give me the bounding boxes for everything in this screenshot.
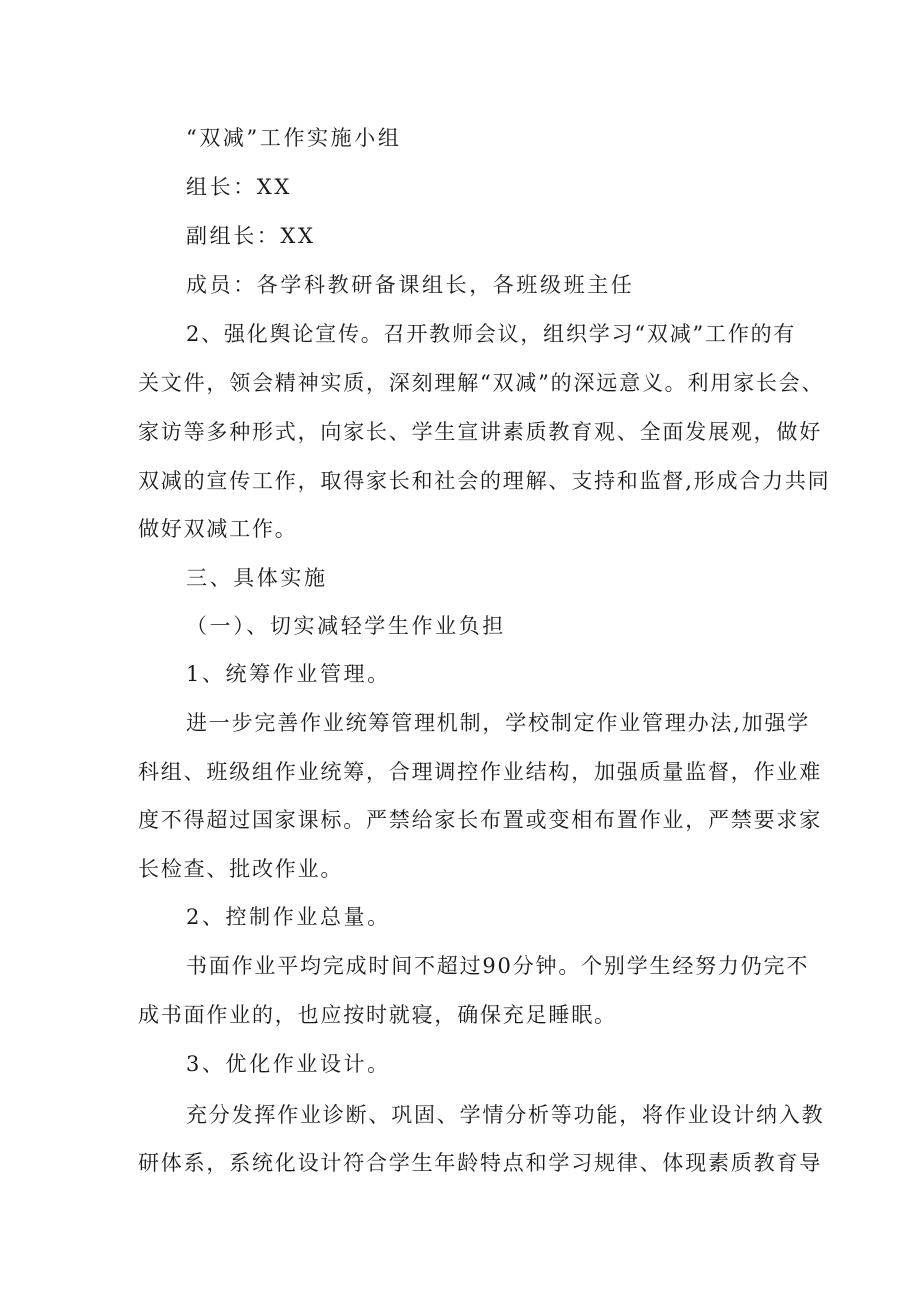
members-line: 成员：各学科教研备课组长，各班级班主任: [186, 273, 635, 297]
group-heading: “双减”工作实施小组: [186, 126, 402, 150]
point3-line-2: 研体系，系统化设计符合学生年龄特点和学习规律、体现素质教育导: [138, 1151, 822, 1175]
point1-line-2: 科组、班级组作业统筹，合理调控作业结构，加强质量监督，作业难: [138, 760, 822, 784]
point1-line-4: 长检查、批改作业。: [138, 857, 344, 881]
point1-line-1: 进一步完善作业统筹管理机制，学校制定作业管理办法,加强学: [186, 711, 811, 735]
point3-line-1: 充分发挥作业诊断、巩固、学情分析等功能，将作业设计纳入教: [186, 1103, 825, 1127]
point1-heading: 1、统筹作业管理。: [186, 662, 391, 686]
point2-line-1: 书面作业平均完成时间不超过90分钟。个别学生经努力仍完不: [186, 954, 810, 978]
point1-line-3: 度不得超过国家课标。严禁给家长布置或变相布置作业，严禁要求家: [138, 808, 822, 832]
item2-line-1: 2、强化舆论宣传。召开教师会议，组织学习“双减”工作的有: [186, 322, 797, 346]
item2-line-5: 做好双减工作。: [138, 517, 298, 541]
deputy-leader-line: 副组长：XX: [186, 224, 316, 248]
point3-heading: 3、优化作业设计。: [186, 1052, 391, 1076]
leader-line: 组长：XX: [186, 175, 292, 199]
item2-line-3: 家访等多种形式，向家长、学生宣讲素质教育观、全面发展观，做好: [138, 420, 822, 444]
point2-heading: 2、控制作业总量。: [186, 905, 391, 929]
subsection1-heading: （一）、切实减轻学生作业负担: [186, 614, 506, 638]
point2-line-2: 成书面作业的，也应按时就寝，确保充足睡眠。: [138, 1003, 617, 1027]
section3-heading: 三、具体实施: [186, 566, 328, 590]
item2-line-4: 双减的宣传工作，取得家长和社会的理解、支持和监督,形成合力共同: [138, 469, 831, 493]
item2-line-2: 关文件，领会精神实质，深刻理解“双减”的深远意义。利用家长会、: [138, 371, 825, 395]
